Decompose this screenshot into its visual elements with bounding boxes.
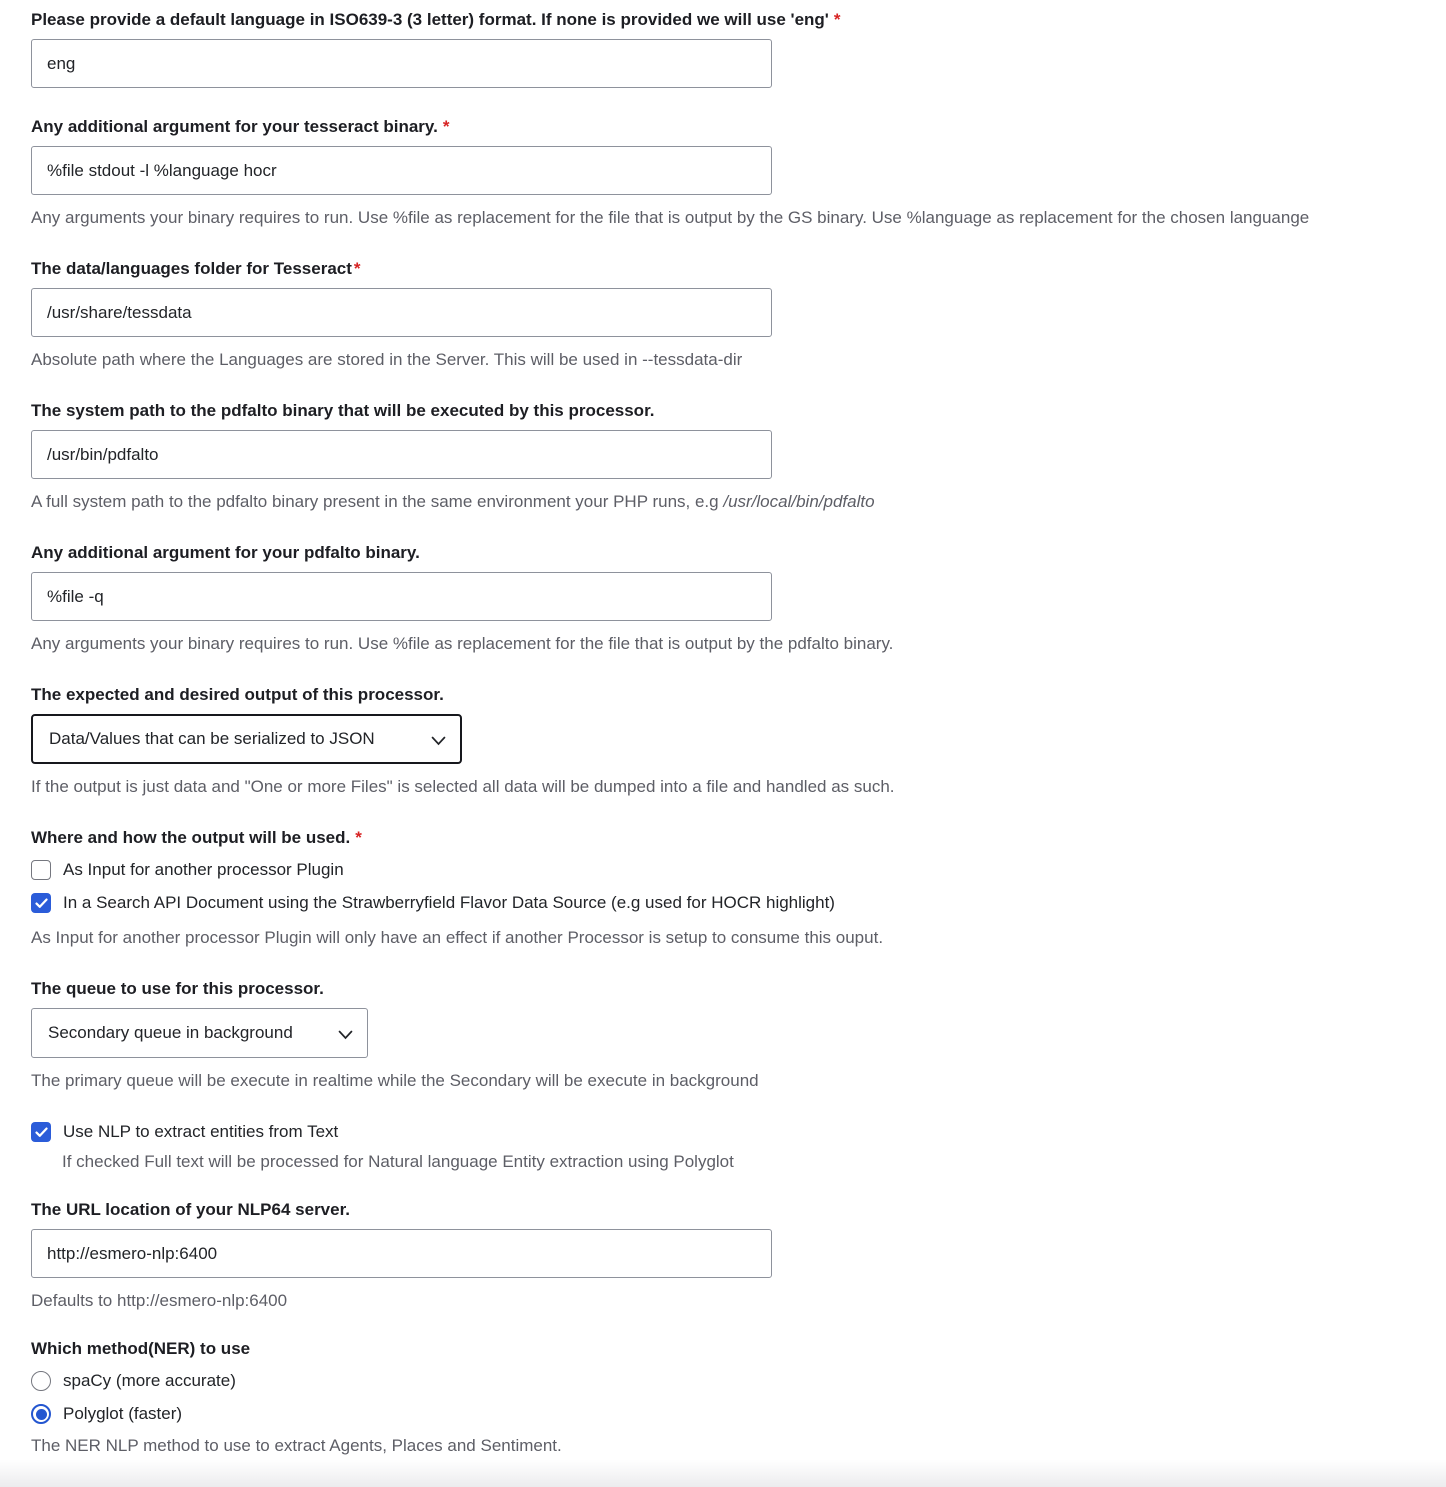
output-type-description: If the output is just data and "One or more Files" is selected all data will be dumped into a file and handled as such. bbox=[31, 777, 895, 796]
checkbox-row-plugin-input bbox=[31, 860, 1424, 880]
output-type-label: The expected and desired output of this processor. bbox=[31, 685, 444, 704]
chevron-down-icon bbox=[431, 736, 446, 746]
polyglot-radio-label: Polyglot (faster) bbox=[63, 1404, 183, 1423]
pdfalto-args-input[interactable] bbox=[31, 572, 772, 621]
pdfalto-args-label: Any additional argument for your pdfalto binary. bbox=[31, 543, 420, 562]
checkmark-icon bbox=[35, 898, 48, 909]
output-type-select[interactable] bbox=[31, 714, 462, 764]
field-ner-method bbox=[31, 1339, 1424, 1458]
pdfalto-path-label: The system path to the pdfalto binary that will be executed by this processor. bbox=[31, 401, 655, 420]
field-tesseract-args bbox=[31, 117, 1424, 230]
use-nlp-checkbox[interactable] bbox=[31, 1122, 51, 1142]
field-nlp-url bbox=[31, 1200, 1424, 1313]
field-output-type bbox=[31, 685, 1424, 799]
output-destination-label bbox=[31, 828, 1424, 848]
checkbox-row-search-api bbox=[31, 893, 1424, 913]
bottom-fade-divider bbox=[0, 1460, 1446, 1487]
plugin-input-checkbox[interactable] bbox=[31, 860, 51, 880]
required-asterisk: * bbox=[355, 828, 362, 847]
nlp-url-label: The URL location of your NLP64 server. bbox=[31, 1200, 350, 1219]
queue-select[interactable] bbox=[31, 1008, 368, 1058]
tessdata-folder-label bbox=[31, 259, 1424, 279]
pdfalto-path-description-example: /usr/local/bin/pdfalto bbox=[723, 492, 875, 511]
default-language-label bbox=[31, 10, 1424, 30]
nlp-url-description: Defaults to http://esmero-nlp:6400 bbox=[31, 1291, 288, 1310]
tesseract-args-description: Any arguments your binary requires to run. Use %file as replacement for the file that is output by the GS binary. Use %language as replacement for the chosen languange bbox=[31, 208, 1310, 227]
default-language-input[interactable] bbox=[31, 39, 772, 88]
required-asterisk: * bbox=[442, 117, 450, 136]
required-asterisk: * bbox=[353, 259, 361, 278]
queue-selected-value: Secondary queue in background bbox=[48, 1023, 293, 1042]
tesseract-args-label bbox=[31, 117, 1424, 137]
output-type-selected-value: Data/Values that can be serialized to JSON bbox=[49, 729, 375, 748]
checkmark-icon bbox=[35, 1127, 48, 1138]
spacy-radio[interactable] bbox=[31, 1371, 51, 1391]
ner-method-description: The NER NLP method to use to extract Agents, Places and Sentiment. bbox=[31, 1436, 562, 1455]
radio-row-spacy bbox=[31, 1371, 1424, 1391]
use-nlp-checkbox-label: Use NLP to extract entities from Text bbox=[63, 1122, 339, 1141]
tessdata-folder-input[interactable] bbox=[31, 288, 772, 337]
ner-method-label: Which method(NER) to use bbox=[31, 1339, 251, 1358]
field-use-nlp bbox=[31, 1122, 1424, 1174]
field-pdfalto-args bbox=[31, 543, 1424, 656]
tesseract-args-label-text: Any additional argument for your tesseract binary. bbox=[31, 117, 438, 136]
radio-row-polyglot bbox=[31, 1404, 1424, 1424]
default-language-label-text: Please provide a default language in ISO639-3 (3 letter) format. If none is provided we will use 'eng' bbox=[31, 10, 829, 29]
tessdata-folder-label-text: The data/languages folder for Tesseract bbox=[31, 259, 352, 278]
queue-description: The primary queue will be execute in realtime while the Secondary will be execute in background bbox=[31, 1071, 759, 1090]
plugin-input-checkbox-label: As Input for another processor Plugin bbox=[63, 860, 344, 879]
polyglot-radio[interactable] bbox=[31, 1404, 51, 1424]
pdfalto-path-input[interactable] bbox=[31, 430, 772, 479]
nlp-url-input[interactable] bbox=[31, 1229, 772, 1278]
use-nlp-description: If checked Full text will be processed for Natural language Entity extraction using Polyglot bbox=[62, 1152, 734, 1171]
output-destination-label-text: Where and how the output will be used. bbox=[31, 828, 351, 847]
field-pdfalto-path bbox=[31, 401, 1424, 514]
spacy-radio-label: spaCy (more accurate) bbox=[63, 1371, 236, 1390]
required-asterisk: * bbox=[833, 10, 841, 29]
field-output-destination bbox=[31, 828, 1424, 950]
pdfalto-path-description bbox=[31, 490, 1424, 514]
pdfalto-args-description: Any arguments your binary requires to run. Use %file as replacement for the file that is output by the pdfalto binary. bbox=[31, 634, 894, 653]
output-destination-description: As Input for another processor Plugin will only have an effect if another Processor is setup to consume this ouput. bbox=[31, 928, 884, 947]
chevron-down-icon bbox=[338, 1030, 353, 1040]
checkbox-row-use-nlp bbox=[31, 1122, 1424, 1142]
tesseract-args-input[interactable] bbox=[31, 146, 772, 195]
field-tessdata-folder bbox=[31, 259, 1424, 372]
queue-label: The queue to use for this processor. bbox=[31, 979, 324, 998]
search-api-checkbox[interactable] bbox=[31, 893, 51, 913]
field-queue bbox=[31, 979, 1424, 1093]
search-api-checkbox-label: In a Search API Document using the Strawberryfield Flavor Data Source (e.g used for HOCR highlight) bbox=[63, 893, 835, 912]
field-default-language bbox=[31, 10, 1424, 88]
pdfalto-path-description-text: A full system path to the pdfalto binary present in the same environment your PHP runs, e.g bbox=[31, 492, 724, 511]
tessdata-folder-description: Absolute path where the Languages are stored in the Server. This will be used in --tessdata-dir bbox=[31, 350, 743, 369]
